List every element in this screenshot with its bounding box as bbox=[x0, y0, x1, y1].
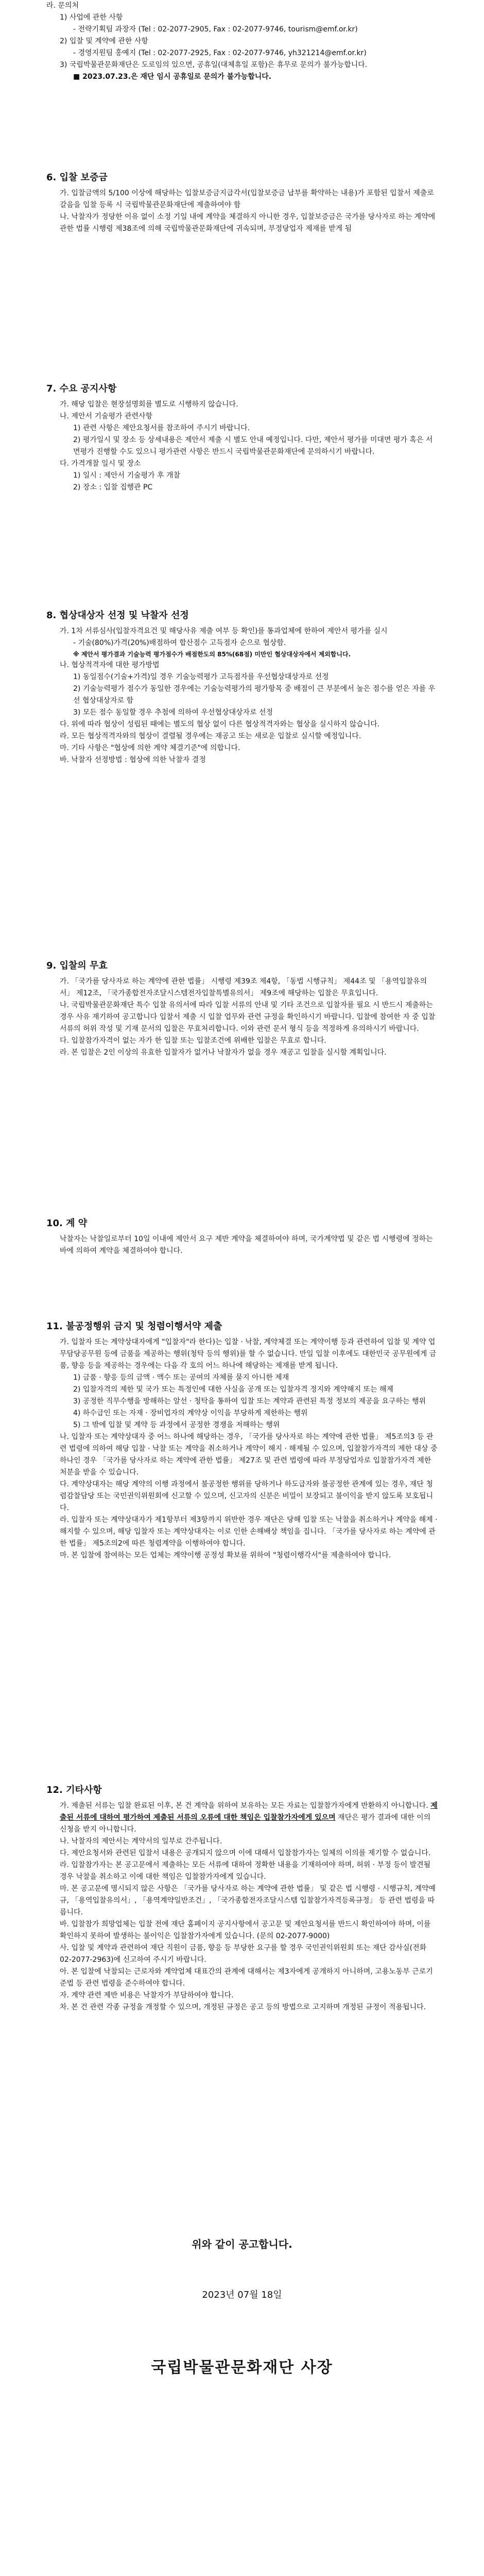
contact-item-3: 3) 국립박물관문화재단은 도로임의 있으면, 공휴일(대체휴일 포함)은 휴무로 문의가 불가능합니다. bbox=[60, 61, 368, 69]
section-8-item-e: 마. 기타 사항은 "협상에 의한 계약 체결기준"에 의합니다. bbox=[60, 744, 240, 752]
announcement-date: 2023년 07월 18일 bbox=[202, 2290, 282, 2300]
section-7-item-c: 다. 가격개찰 일시 및 장소 bbox=[60, 460, 141, 468]
section-9-item-a: 가. 「국가를 당사자로 하는 계약에 관한 법률」 시행령 제39조 제4항, 「동법 시행규칙」 제44조 및 「용역입찰유의서」 제12조, 「국가종합전자조달시스템전자입찰특별유의서」 제9조에 해당하는 입찰은 무효입니다. bbox=[60, 977, 427, 997]
section-8-item-c: 다. 위에 따라 협상이 성립된 때에는 별도의 협상 없이 다른 협상적격자와는 협상을 실시하지 않습니다. bbox=[60, 720, 380, 728]
section-11-item-a3: 3) 공정한 직무수행을 방해하는 알선 · 청탁을 통하여 입찰 또는 계약과 관련된 특정 정보의 제공을 요구하는 행위 bbox=[73, 1397, 426, 1405]
section-11-item-a1: 1) 금품 · 향응 등의 금액 · 액수 또는 공여의 자체를 묻지 아니한 제재 bbox=[73, 1374, 289, 1382]
contact-item-2: 2) 입찰 및 계약에 관한 사항 bbox=[60, 37, 148, 45]
section-12-item-a-pre: 가. 제출된 서류는 입찰 완료된 이후, 본 건 계약을 위하여 보유하는 모든 자료는 입찰참가자에게 반환하지 아니합니다. bbox=[60, 1802, 431, 1810]
section-9-title: 9. 입찰의 무효 bbox=[46, 960, 108, 971]
section-10-text: 낙찰자는 낙찰일로부터 10일 이내에 제안서 요구 제반 계약을 체결하여야 하며, 국가계약법 및 같은 법 시행령에 정하는 바에 의하여 계약을 체결하여야 합니다. bbox=[60, 1235, 433, 1255]
section-8-item-b: 나. 협상적격자에 대한 평가방법 bbox=[60, 661, 160, 669]
section-misc bbox=[46, 1783, 438, 2013]
contact-item-1-detail: - 전략기획팀 과장자 (Tel : 02-2077-2905, Fax : 02-2077-9746, tourism@emf.or.kr) bbox=[73, 25, 358, 33]
section-12-item-e: 마. 본 공고문에 명시되지 않은 사항은 「국가를 당사자로 하는 계약에 관한 법률」 및 같은 법 시행령 · 시행규칙, 계약예규, 「용역입찰유의서」, 「용역계약일반조건」, 「국가종합전자조달시스템 입찰참가자격등록규정」 등 관련 법령을 따릅니다. bbox=[60, 1885, 436, 1917]
section-11-item-a4: 4) 하수급인 또는 자재 · 장비업자의 계약상 이익을 부당하게 제한하는 행위 bbox=[73, 1409, 308, 1417]
section-notices bbox=[46, 381, 438, 494]
section-integrity bbox=[46, 1319, 438, 1562]
closing-statement: 위와 같이 공고합니다. bbox=[192, 2238, 292, 2250]
section-12-title: 12. 기타사항 bbox=[46, 1785, 102, 1795]
section-6-title: 6. 입찰 보증금 bbox=[46, 172, 108, 183]
section-7-item-a: 가. 해당 입찰은 현장설명회를 별도로 시행하지 않습니다. bbox=[60, 400, 238, 409]
section-10-title: 10. 계 약 bbox=[46, 1218, 88, 1229]
section-12-item-f: 바. 입찰참가 희망업체는 입찰 전에 재단 홈페이지 공지사항에서 공고문 및 제안요청서를 반드시 확인하여야 하며, 이를 확인하지 못하여 발생하는 불이익은 입찰참가자에게 있습니다. (문의 02-2077-9000) bbox=[60, 1920, 431, 1940]
section-12-item-b: 나. 낙찰자의 제안서는 계약서의 일부로 간주됩니다. bbox=[60, 1837, 222, 1845]
section-selection bbox=[46, 608, 438, 766]
section-9-item-c: 다. 입찰참가자격이 없는 자가 한 입찰 또는 입찰조건에 위배한 입찰은 무효로 합니다. bbox=[60, 1037, 326, 1045]
section-11-item-c: 다. 계약상대자는 해당 계약의 이행 과정에서 불공정한 행위를 당하거나 하도급자와 불공정한 관계에 있는 경우, 재단 청렴감찰담당 또는 국민권익위원회에 신고할 수 있으며, 신고자의 신분은 비밀이 보장되고 불이익을 받지 않도록 보호됩니다. bbox=[60, 1480, 433, 1512]
section-8-title: 8. 협상대상자 선정 및 낙찰자 선정 bbox=[46, 610, 189, 621]
section-11-item-a5: 5) 그 밖에 입찰 및 계약 등 과정에서 공정한 경쟁을 저해하는 행위 bbox=[73, 1421, 280, 1429]
section-8-item-f: 바. 낙찰자 선정방법 : 협상에 의한 낙찰자 결정 bbox=[60, 756, 206, 764]
closing-date-block bbox=[46, 2287, 438, 2301]
section-7-title: 7. 수요 공지사항 bbox=[46, 383, 117, 394]
section-12-item-a-emphasis: 제출된 서류에 대하여 평가하여 제출된 서류의 오류에 대한 책임은 입찰참가자에게 있으며 bbox=[60, 1802, 438, 1822]
section-8-item-d: 라. 모든 협상적격자와의 협상이 결렬될 경우에는 재공고 또는 새로운 입찰로 실시할 예정입니다. bbox=[60, 732, 361, 740]
section-contract bbox=[46, 1216, 438, 1257]
section-8-threshold-note: ※ 제안서 평가결과 기술능력 평가점수가 배점한도의 85%(68점) 미만인 협상대상자에서 제외합니다. bbox=[73, 651, 351, 658]
section-7-item-b1: 1) 관련 사항은 제안요청서를 참조하여 주시기 바랍니다. bbox=[73, 424, 250, 432]
section-7-item-c2: 2) 장소 : 입찰 집행관 PC bbox=[73, 483, 153, 492]
section-8-item-a1: - 기술(80%)가격(20%)배점하여 합산점수 고득점자 순으로 협상함. bbox=[73, 639, 286, 647]
contact-holiday-note: ■ 2023.07.23.은 재단 임시 공휴일로 문의가 불가능합니다. bbox=[73, 73, 272, 81]
section-8-item-b1: 1) 동일점수(기술+가격)일 경우 기술능력평가 고득점자를 우선협상대상자로 선정 bbox=[73, 673, 329, 681]
section-9-item-b: 나. 국립박물관문화재단 특수 입찰 유의서에 따라 입찰 서류의 안내 및 기타 조건으로 입찰자를 필요 시 반드시 제출하는 경우 사유 재기하여 공고합니다 입찰서 제출 시 입찰 업무와 관련 규정을 확인하시기 바랍니다. 입찰에 참여한 자 중 입찰서류의 허위 작성 및 기재 문서의 입찰은 무효처리합니다. 이와 관련 문서 형식 등을 적정하게 유의하시기 바랍니다. bbox=[60, 1001, 436, 1033]
section-6-item-b: 나. 낙찰자가 정당한 이유 없이 소정 기일 내에 계약을 체결하지 아니한 경우, 입찰보증금은 국가를 당사자로 하는 계약에 관한 법률 시행령 제38조에 의해 국립박물관문화재단에 귀속되며, 부정당업자 제재를 받게 됨 bbox=[60, 213, 436, 233]
section-11-item-a: 가. 입찰자 또는 계약상대자에게 "입찰자"라 한다)는 입찰 · 낙찰, 계약체결 또는 계약이행 등과 관련하여 입찰 및 계약 업무담당공무원 등에 금품을 제공하는 행위(청탁 등의 행위)를 할 수 없습니다. 만일 입찰 이후에도 대한민국 공무원에게 금품, 향응 등을 제공하는 경우에는 다음 각 호의 어느 하나에 해당하는 제재를 받게 됩니다. bbox=[60, 1338, 437, 1370]
issuer-name: 국립박물관문화재단 사장 bbox=[151, 2359, 333, 2377]
section-12-item-a bbox=[46, 1800, 438, 1836]
section-11-item-b: 나. 입찰자 또는 계약상대자 중 어느 하나에 해당하는 경우, 「국가를 당사자로 하는 계약에 관한 법률」 제5조의3 등 관련 법령에 의하여 해당 입찰 · 낙찰 또는 계약을 취소하거나 계약이 해지 · 해제될 수 있으며, 입찰참가자격의 제한 대상 중 하나인 경우 「국가를 당사자로 하는 계약에 관한 법률」 제27조 및 관련 법령에 따라 부정당업자로 입찰참가자격 제한처분을 받을 수 있습니다. bbox=[60, 1433, 438, 1477]
section-6-item-a: 가. 입찰금액의 5/100 이상에 해당하는 입찰보증금지급각서(입찰보증금 납부를 확약하는 내용)가 포함된 입찰서 제출로 갈음을 입찰 등록 시 국립박물관문화재단에 제출하여야 함 bbox=[60, 189, 434, 209]
section-12-item-h: 아. 본 입찰에 낙찰되는 근로자와 계약업체 대표간의 관계에 대해서는 제3자에게 공개하지 아니하며, 고용노동부 근로기준법 등 관련 법령을 준수하여야 합니다. bbox=[60, 1968, 433, 1988]
section-12-item-d: 라. 입찰참가자는 본 공고문에서 제출하는 모든 서류에 대하여 정확한 내용을 기재하여야 하며, 허위 · 부정 등이 발견될 경우 낙찰을 취소하고 이에 대한 책임은 입찰참가자에게 있습니다. bbox=[60, 1861, 431, 1881]
section-11-item-d: 라. 입찰자 또는 계약상대자가 제1항부터 제3항까지 위반한 경우 재단은 당해 입찰 또는 낙찰을 취소하거나 계약을 해제 · 해지할 수 있으며, 해당 입찰자 또는 계약상대자는 이로 인한 손해배상 책임을 집니다. 「국가를 당사자로 하는 계약에 관한 법률」 제5조의2에 따른 청렴계약을 이행하여야 합니다. bbox=[60, 1516, 438, 1548]
contact-item-1: 1) 사업에 관한 사항 bbox=[60, 13, 123, 22]
section-8-item-b2: 2) 기술능력평가 점수가 동일한 경우에는 기술능력평가의 평가항목 중 배점이 큰 부분에서 높은 점수를 얻은 자를 우선 협상대상자로 함 bbox=[73, 685, 436, 705]
section-12-item-i: 자. 계약 관련 제반 비용은 낙찰자가 부담하여야 합니다. bbox=[60, 1991, 234, 1999]
section-11-item-a2: 2) 입찰자격의 제한 및 국가 또는 특정인에 대한 사실을 공개 또는 입찰자격 정지와 계약해지 또는 해제 bbox=[73, 1385, 394, 1394]
section-12-item-j: 차. 본 건 관련 각종 규정을 개정할 수 있으며, 개정된 규정은 공고 등의 방법으로 고지하며 개정된 규정이 적용됩니다. bbox=[60, 2003, 426, 2011]
section-9-item-d: 라. 본 입찰은 2인 이상의 유효한 입찰자가 없거나 낙찰자가 없을 경우 재공고 입찰을 실시할 계획입니다. bbox=[60, 1048, 387, 1057]
section-12-item-g: 사. 입찰 및 계약과 관련하여 재단 직원이 금품, 향응 등 부당한 요구를 할 경우 국민권익위원회 또는 재단 감사실(전화 02-2077-2963)에 신고하여 주시기 바랍니다. bbox=[60, 1944, 427, 1964]
contact-item-2-detail: - 경영지원팀 홍예지 (Tel : 02-2077-2925, Fax : 02-2077-9746, yh321214@emf.or.kr) bbox=[73, 49, 367, 57]
section-11-title: 11. 불공정행위 금지 및 청렴이행서약 제출 bbox=[46, 1321, 222, 1332]
section-7-item-c1: 1) 일시 : 제안서 기술평가 후 개찰 bbox=[73, 471, 181, 480]
signature-block bbox=[46, 2354, 438, 2377]
section-8-item-b3: 3) 모든 점수 동일할 경우 추첨에 의하여 우선협상대상자로 선정 bbox=[73, 708, 273, 717]
section-7-item-b: 나. 제안서 기술평가 관련사항 bbox=[60, 412, 153, 420]
closing-block bbox=[46, 2236, 438, 2251]
section-7-item-b2: 2) 평가일시 및 장소 등 상세내용은 제안서 제출 시 별도 안내 예정입니다. 다만, 제안서 평가를 미대면 평가 혹은 서면평가 진행할 수도 있으니 평가관련 사항은 반드시 국립박물관문화재단에 문의하시기 바랍니다. bbox=[73, 436, 433, 456]
section-bid-invalid bbox=[46, 958, 438, 1059]
section-bid-deposit bbox=[46, 170, 438, 235]
section-12-item-c: 다. 제안요청서와 관련된 입찰서 내용은 공개되지 않으며 이에 대해서 입찰참가자는 일체의 이의를 제기할 수 없습니다. bbox=[60, 1849, 431, 1857]
section-11-item-e: 마. 본 입찰에 참여하는 모든 업체는 계약이행 공정성 확보를 위하여 "청렴이행각서"를 제출하여야 합니다. bbox=[60, 1551, 391, 1560]
section-12-item-a-post: 재단은 평가 결과에 대한 이의 신청을 받지 아니합니다. bbox=[60, 1814, 431, 1834]
contact-heading: 라. 문의처 bbox=[46, 2, 79, 10]
section-8-item-a: 가. 1차 서류심사(입찰자격요건 및 해당사유 제출 여부 등 확인)를 통과업체에 한하여 제안서 평가를 실시 bbox=[60, 627, 388, 635]
contact-section bbox=[46, 0, 438, 83]
